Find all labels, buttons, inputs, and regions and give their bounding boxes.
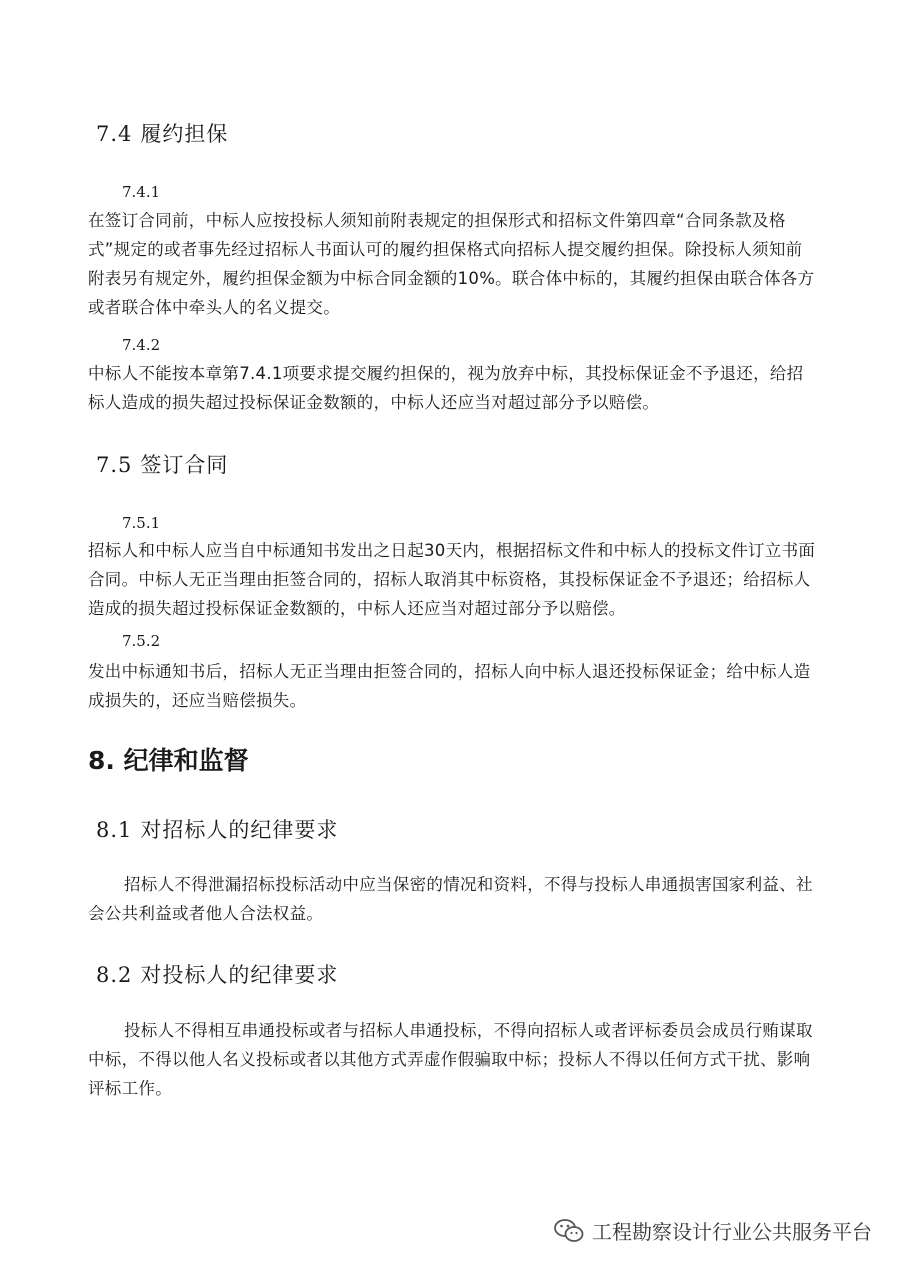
clause-7-4-1-text: 在签订合同前，中标人应按投标人须知前附表规定的担保形式和招标文件第四章“合同条款及格式”规定的或者事先经过招标人书面认可的履约担保格式向招标人提交履约担保。除投标人须知前附表另有规定外，履约担保金额为中标合同金额的10%。联合体中标的，其履约担保由联合体各方或者联合体中牵头人的名义提交。	[88, 211, 815, 317]
heading-number: 7.4	[96, 122, 133, 146]
clause-7-5-1-text: 招标人和中标人应当自中标通知书发出之日起30天内，根据招标文件和中标人的投标文件订立书面合同。中标人无正当理由拒签合同的，招标人取消其中标资格，其投标保证金不予退还；给招标人造成的损失超过投标保证金数额的，中标人还应当对超过部分予以赔偿。	[88, 541, 816, 618]
heading-number: 8.1	[96, 818, 133, 842]
clause-number-7-4-1: 7.4.1	[122, 183, 161, 201]
clause-8-1-text: 招标人不得泄漏招标投标活动中应当保密的情况和资料，不得与投标人串通损害国家利益、社会公共利益或者他人合法权益。	[88, 875, 813, 923]
heading-title: 对招标人的纪律要求	[140, 818, 339, 842]
clause-number-7-5-2: 7.5.2	[122, 632, 161, 650]
heading-number: 7.5	[96, 453, 133, 477]
heading-7-4	[96, 118, 228, 148]
clause-number-7-5-1: 7.5.1	[122, 514, 161, 532]
heading-8: 8. 纪律和监督	[88, 746, 249, 775]
watermark	[554, 1216, 872, 1245]
heading-title: 签订合同	[140, 453, 229, 477]
heading-number: 8.2	[96, 963, 133, 987]
heading-8-1	[96, 814, 338, 844]
clause-7-5-2-text: 发出中标通知书后，招标人无正当理由拒签合同的，招标人向中标人退还投标保证金；给中标人造成损失的，还应当赔偿损失。	[88, 662, 811, 710]
watermark-text: 工程勘察设计行业公共服务平台	[592, 1220, 872, 1244]
clause-7-4-2-text: 中标人不能按本章第7.4.1项要求提交履约担保的，视为放弃中标，其投标保证金不予退还，给招标人造成的损失超过投标保证金数额的，中标人还应当对超过部分予以赔偿。	[88, 364, 804, 412]
heading-7-5	[96, 449, 228, 479]
heading-title: 对投标人的纪律要求	[140, 963, 339, 987]
clause-number-7-4-2: 7.4.2	[122, 336, 161, 354]
wechat-icon	[554, 1218, 584, 1244]
heading-8-2	[96, 959, 338, 989]
heading-title: 履约担保	[140, 122, 229, 146]
clause-8-2-text: 投标人不得相互串通投标或者与招标人串通投标，不得向招标人或者评标委员会成员行贿谋取中标，不得以他人名义投标或者以其他方式弄虚作假骗取中标；投标人不得以任何方式干扰、影响评标工作。	[88, 1021, 813, 1098]
